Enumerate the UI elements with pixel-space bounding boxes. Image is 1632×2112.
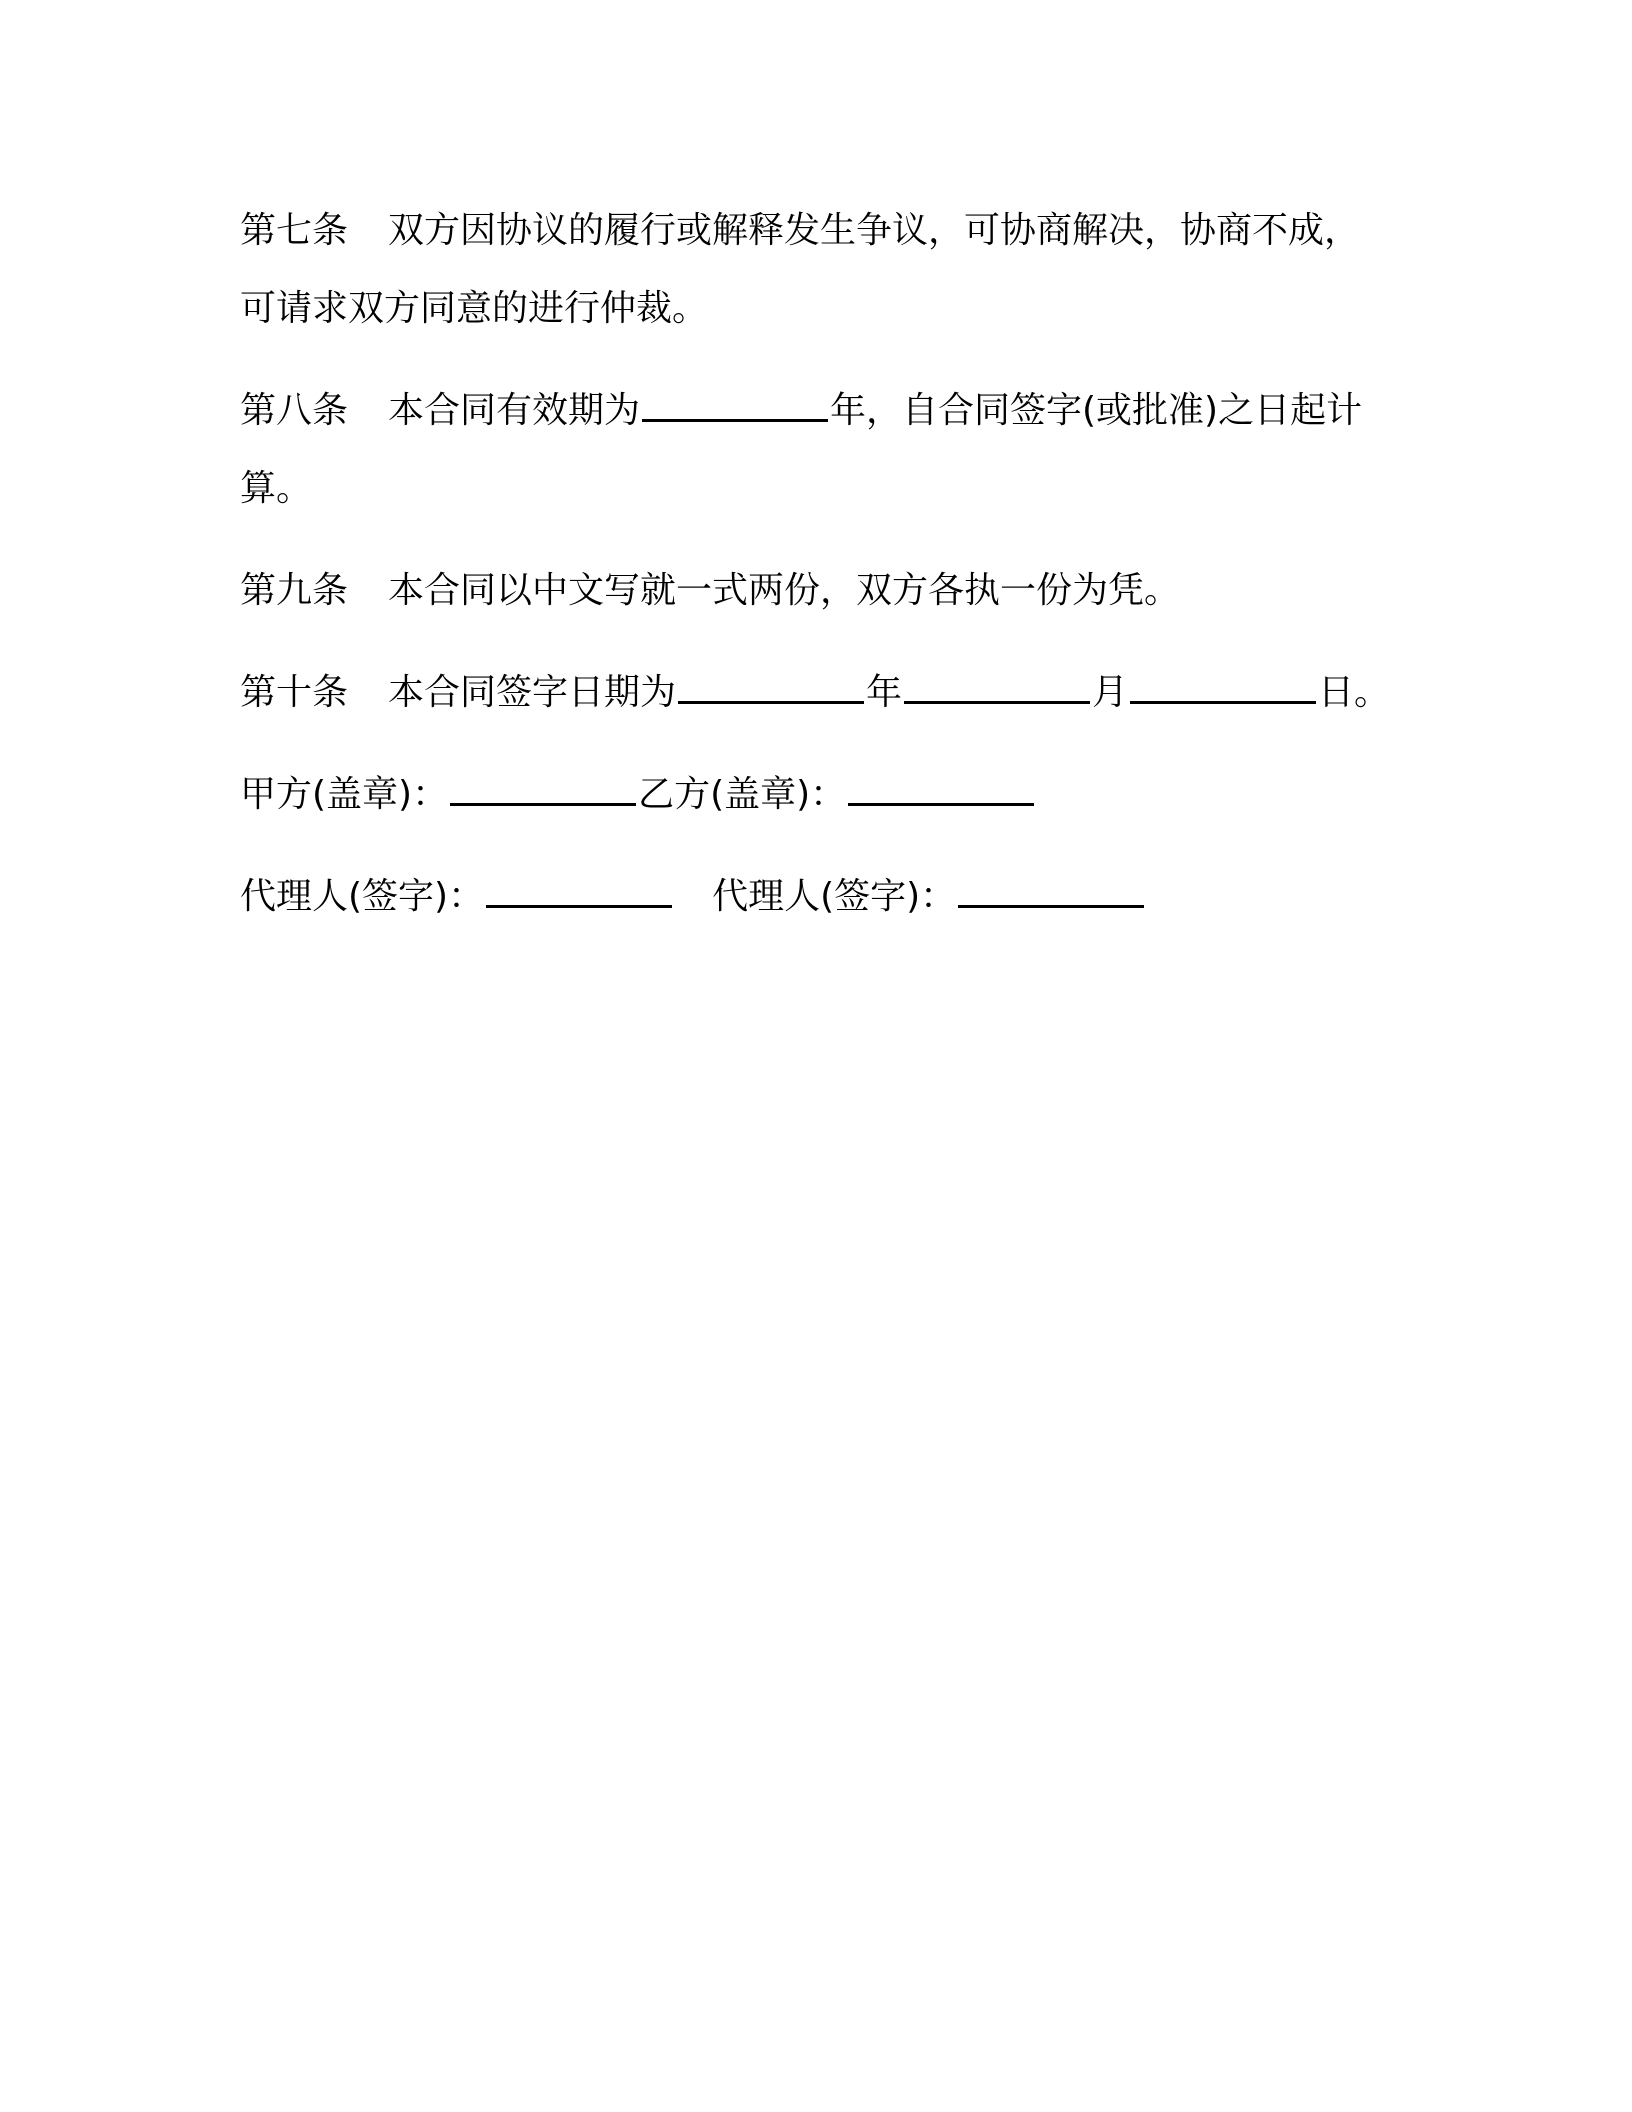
article-text: 双方因协议的履行或解释发生争议，可协商解决，协商不成，可请求双方同意的进行仲裁。: [240, 210, 1361, 329]
term-years-blank[interactable]: [642, 391, 828, 422]
party-a-seal-label: 甲方(盖章)：: [240, 774, 449, 815]
agent-a-sign-label: 代理人(签字)：: [240, 876, 485, 917]
article-number: 第七条: [240, 210, 349, 251]
article-10: [240, 654, 1390, 732]
article-9: [240, 552, 1390, 630]
article-7: [240, 192, 1390, 348]
article-number: 第八条: [240, 390, 349, 431]
sign-year-blank[interactable]: [678, 673, 864, 704]
day-label: 日。: [1318, 672, 1391, 713]
document-body: [240, 192, 1390, 960]
article-number: 第十条: [240, 672, 349, 713]
article-text-before: 本合同有效期为: [388, 390, 641, 431]
year-label: 年: [866, 672, 903, 713]
party-b-seal-label: 乙方(盖章)：: [638, 774, 847, 815]
agent-b-sign-blank[interactable]: [958, 877, 1144, 908]
article-text-after: 年，自合同签字(或批准)之日起计算。: [240, 390, 1363, 509]
seal-line: [240, 756, 1390, 834]
sign-month-blank[interactable]: [904, 673, 1090, 704]
article-text: 本合同以中文写就一式两份，双方各执一份为凭。: [388, 570, 1181, 611]
agent-b-sign-label: 代理人(签字)：: [712, 876, 957, 917]
agent-a-sign-blank[interactable]: [486, 877, 672, 908]
article-number: 第九条: [240, 570, 349, 611]
sign-day-blank[interactable]: [1130, 673, 1316, 704]
party-b-seal-blank[interactable]: [848, 775, 1034, 806]
agent-line: [240, 858, 1390, 936]
party-a-seal-blank[interactable]: [450, 775, 636, 806]
article-8: [240, 372, 1390, 528]
month-label: 月: [1092, 672, 1129, 713]
article-text-before: 本合同签字日期为: [388, 672, 677, 713]
